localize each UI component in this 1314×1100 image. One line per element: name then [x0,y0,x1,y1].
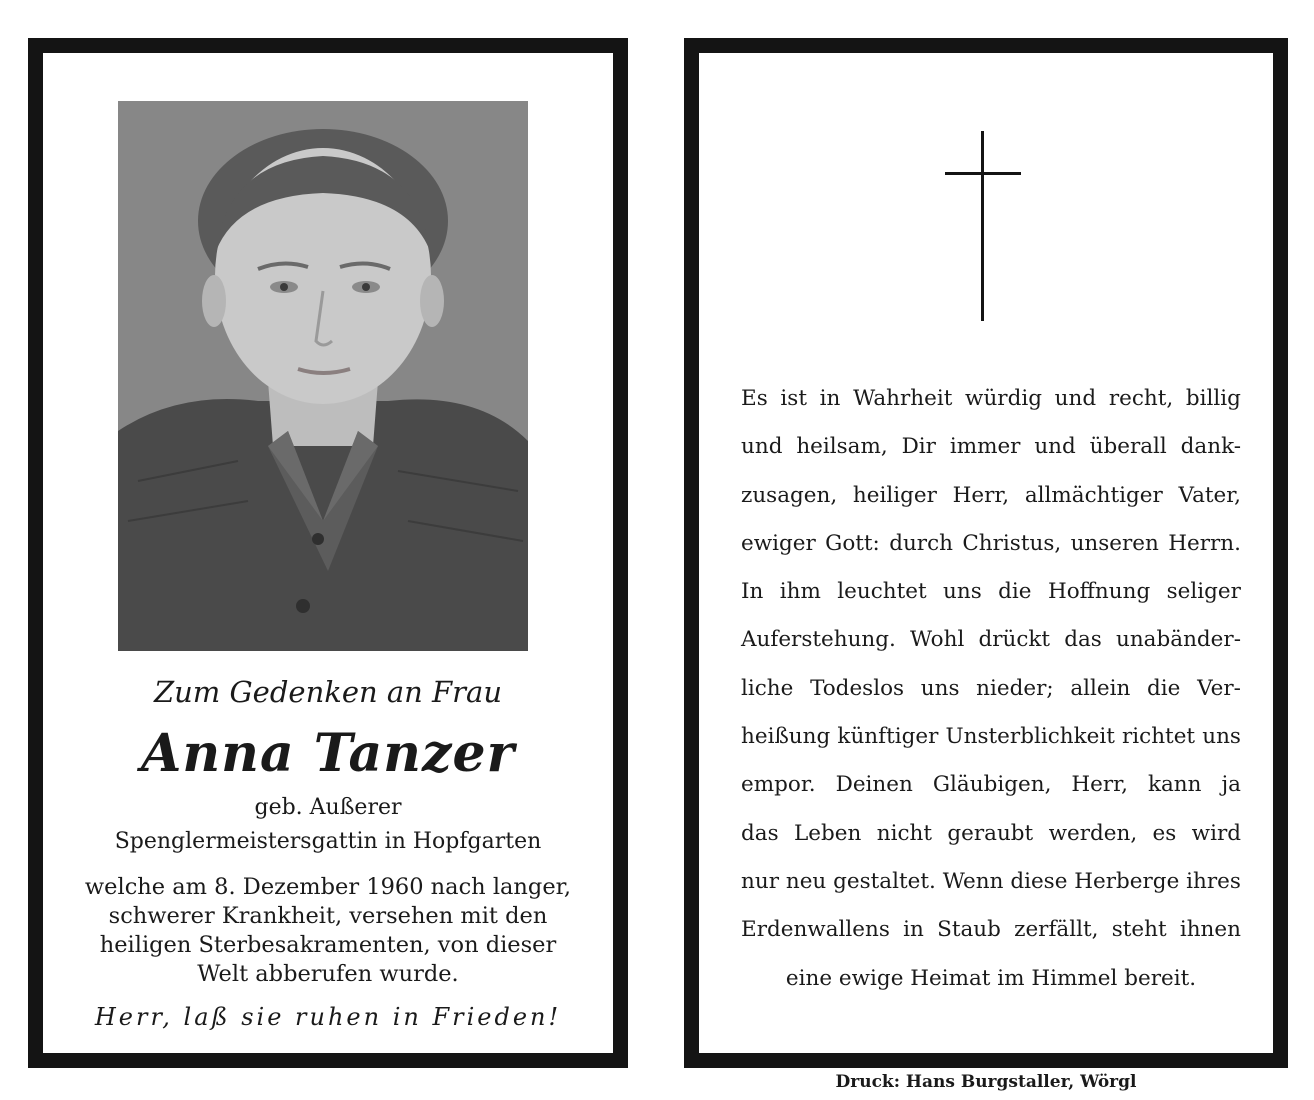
passage-word: Staub [937,917,1001,943]
passage-word: die [1147,675,1181,701]
passage-word: heilsam, [796,434,888,460]
passage-word: Herrn. [1168,530,1241,556]
passage-word: empor. [741,772,816,798]
passage-word: billig [1185,386,1241,411]
passage-word: künftiger [837,724,939,750]
death-notice: welche am 8. Dezember 1960 nach langer, schwerer Krankheit, versehen mit den heiligen Sterbesakramenten, von dieser Welt abberufen wurde. [84,874,572,987]
passage-word: liche [741,675,794,701]
passage-word: Wenn [942,868,1004,894]
passage-word: Gott: [825,530,880,556]
passage-word: ist [780,386,807,411]
passage-word: neu [785,868,827,894]
passage-word: ihnen [1179,917,1241,943]
passage-word: durch [889,530,953,556]
passage-line [741,858,1241,906]
passage-word: nicht [876,820,932,846]
passage-word: Auferstehung. [741,627,896,653]
passage-word: Herr, [1071,772,1128,798]
passage-word: Wahrheit [853,386,953,411]
passage-line [741,616,1241,664]
memorial-card-front [28,38,628,1068]
passage-line [741,568,1241,616]
passage-word: Es [741,386,768,411]
passage-word: werden, [1048,820,1138,846]
passage-word: recht, [1108,386,1174,411]
passage-word: überall [1089,434,1167,460]
passage-word: die [998,579,1032,605]
closing-prayer: Herr, laß sie ruhen in Frieden! [94,1003,562,1031]
passage-word: zerfällt, [1014,917,1099,943]
passage-line [741,665,1241,713]
passage-word: Herberge [1074,868,1180,894]
passage-word: seliger [1166,579,1241,605]
passage-word: nieder; [976,675,1054,701]
passage-line [741,520,1241,568]
passage-word: immer [949,434,1021,460]
passage-word: steht [1111,917,1167,943]
passage-word: und [1034,434,1076,460]
passage-word: Christus, [962,530,1062,556]
passage-word: Herr, [952,482,1010,508]
memorial-intro: Zum Gedenken an Frau [153,675,503,709]
passage-word: dank- [1180,434,1241,460]
passage-line [741,472,1241,520]
deceased-name: Anna Tanzer [141,723,515,784]
passage-word: das [1064,627,1102,653]
passage-word: eine ewige Heimat im Himmel bereit. [785,965,1197,991]
passage-line [741,761,1241,809]
passage-word: allein [1070,675,1131,701]
passage-word: heiliger [852,482,937,508]
passage-word: in [903,917,924,943]
passage-word: drückt [978,627,1051,653]
passage-line [741,375,1241,423]
passage-line [741,810,1241,858]
passage-word: wird [1191,820,1241,846]
passage-word: Erdenwallens [741,917,890,943]
passage-word: das [741,820,779,846]
passage-word: gestaltet. [833,868,936,894]
passage-word: es [1152,820,1177,846]
passage-word: Wohl [910,627,965,653]
passage-word: Dir [901,434,936,460]
passage-word: ihm [779,579,821,605]
passage-word: uns [1202,724,1241,750]
passage-word: In [741,579,764,605]
passage-word: würdig [965,386,1042,411]
passage-line [741,423,1241,471]
portrait-photo [118,101,528,651]
passage-word: ja [1221,772,1241,798]
passage-word: Deinen [835,772,913,798]
printer-credit: Druck: Hans Burgstaller, Wörgl [835,1072,1137,1092]
passage-word: nur [741,868,779,894]
passage-word: unseren [1070,530,1159,556]
passage-word: kann [1147,772,1202,798]
passage-word: ihres [1186,868,1241,894]
occupation: Spenglermeistersgattin in Hopfgarten [114,829,542,854]
memorial-card-back [684,38,1288,1068]
passage-word: in [819,386,841,411]
passage-word: Leben [794,820,862,846]
liturgical-passage [741,375,1241,1003]
passage-word: Hoffnung [1047,579,1151,605]
passage-word: ewiger [741,530,816,556]
passage-word: zusagen, [741,482,838,508]
portrait-illustration [118,101,528,651]
passage-word: Ver- [1197,675,1241,701]
passage-line [741,955,1241,1003]
passage-word: uns [943,579,982,605]
passage-word: diese [1010,868,1068,894]
passage-word: Unsterblichkeit [945,724,1115,750]
passage-word: geraubt [947,820,1034,846]
passage-word: und [1054,386,1097,411]
passage-line [741,713,1241,761]
passage-word: Todeslos [810,675,905,701]
passage-word: leuchtet [837,579,927,605]
passage-word: und [741,434,783,460]
passage-word: Gläubigen, [932,772,1052,798]
passage-word: richtet [1122,724,1196,750]
passage-word: allmächtiger [1024,482,1163,508]
passage-word: unabänder- [1115,627,1241,653]
passage-word: Vater, [1178,482,1241,508]
passage-line [741,906,1241,954]
cross-icon [945,131,1021,321]
passage-word: uns [920,675,960,701]
passage-word: heißung [741,724,831,750]
maiden-name: geb. Außerer [254,795,402,820]
